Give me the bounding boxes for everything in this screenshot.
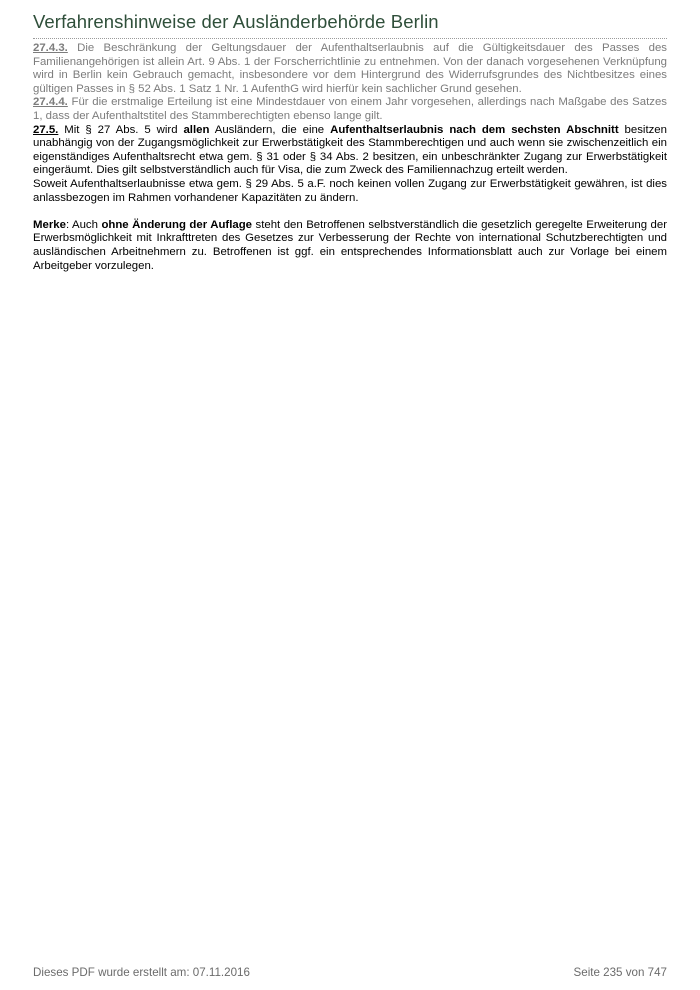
emphasis-text: ohne Änderung der Auflage <box>101 218 252 231</box>
footer-created-date: Dieses PDF wurde erstellt am: 07.11.2016 <box>33 966 250 979</box>
paragraph-spacer <box>33 205 667 219</box>
emphasis-text: Aufenthaltserlaubnis nach dem sechsten Abschnitt <box>330 123 619 136</box>
section-ref-27-4-3[interactable]: 27.4.3. <box>33 42 68 54</box>
section-text-27-4-4: Für die erstmalige Erteilung ist eine Mindestdauer von einem Jahr vorgesehen, allerdings nach Maßgabe des Satzes 1, dass der Aufenthaltstitel des Stammberechtigten ebenso lange gilt. <box>33 96 667 122</box>
emphasis-text: allen <box>183 123 210 136</box>
merke-note <box>33 219 667 273</box>
section-text-part: Ausländern, die eine <box>214 123 325 136</box>
page-footer <box>33 966 667 979</box>
section-ref-27-5[interactable]: 27.5. <box>33 123 59 136</box>
merke-text-part: : Auch <box>65 218 98 231</box>
section-text-part: Mit § 27 Abs. 5 wird <box>64 123 178 136</box>
section-text-part: besitzen unabhängig von der Zugangsmöglichkeit zur Erwerbstätigkeit des Stammberechtigen und auch wenn sie zwischenzeitlich ein eigenständiges Aufenthaltsrecht etwa gem. § 31 oder § 34 Abs. 2 besitzen, ein unbeschränkter Zugang zur Erwerbstätigkeit eingeräumt. Dies gilt selbstverständlich auch für Visa, die zum Zweck des Familiennachzug erteilt werden. <box>33 123 667 177</box>
merke-label: Merke <box>33 218 66 231</box>
page-title: Verfahrenshinweise der Ausländerbehörde Berlin <box>33 11 439 32</box>
footer-page-number: Seite 235 von 747 <box>573 966 667 979</box>
section-ref-27-4-4[interactable]: 27.4.4. <box>33 96 68 109</box>
section-27-5 <box>33 124 667 178</box>
section-27-5-continued: Soweit Aufenthaltserlaubnisse etwa gem. § 29 Abs. 5 a.F. noch keinen vollen Zugang zur Erwerbstätigkeit gewähren, ist dies anlassbezogen im Rahmen vorhandener Kapazitäten zu ändern. <box>33 177 667 204</box>
section-text-27-4-3: Die Beschränkung der Geltungsdauer der Aufenthaltserlaubnis auf die Gültigkeitsdauer des Passes des Familienangehörigen ist allein Art. 9 Abs. 1 der Forscherrichtlinie zu entnehmen. Von der danach vorgesehenen Verknüpfung wird in Berlin kein Gebrauch gemacht, insbesondere vor dem Hintergrund des Widerrufsgrundes des Nichtbesitzes eines gültigen Passes in § 52 Abs. 1 Satz 1 Nr. 1 AufenthG wird hierfür kein sachlicher Grund gesehen. <box>33 42 668 95</box>
document-body <box>33 42 667 273</box>
page-header <box>33 11 667 39</box>
section-27-4-3 <box>33 42 667 96</box>
merke-text-part: steht den Betroffenen selbstverständlich die gesetzlich geregelte Erweiterung der Erwerbsmöglichkeit mit Inkrafttreten des Gesetzes zur Verbesserung der Rechte von international Schutzberechtigten und ausländischen Arbeitnehmern zu. Betroffenen ist ggf. ein entsprechendes Informationsblatt auch zur Vorlage bei einem Arbeitgeber vorzulegen. <box>33 218 667 272</box>
section-27-4-4 <box>33 96 667 123</box>
